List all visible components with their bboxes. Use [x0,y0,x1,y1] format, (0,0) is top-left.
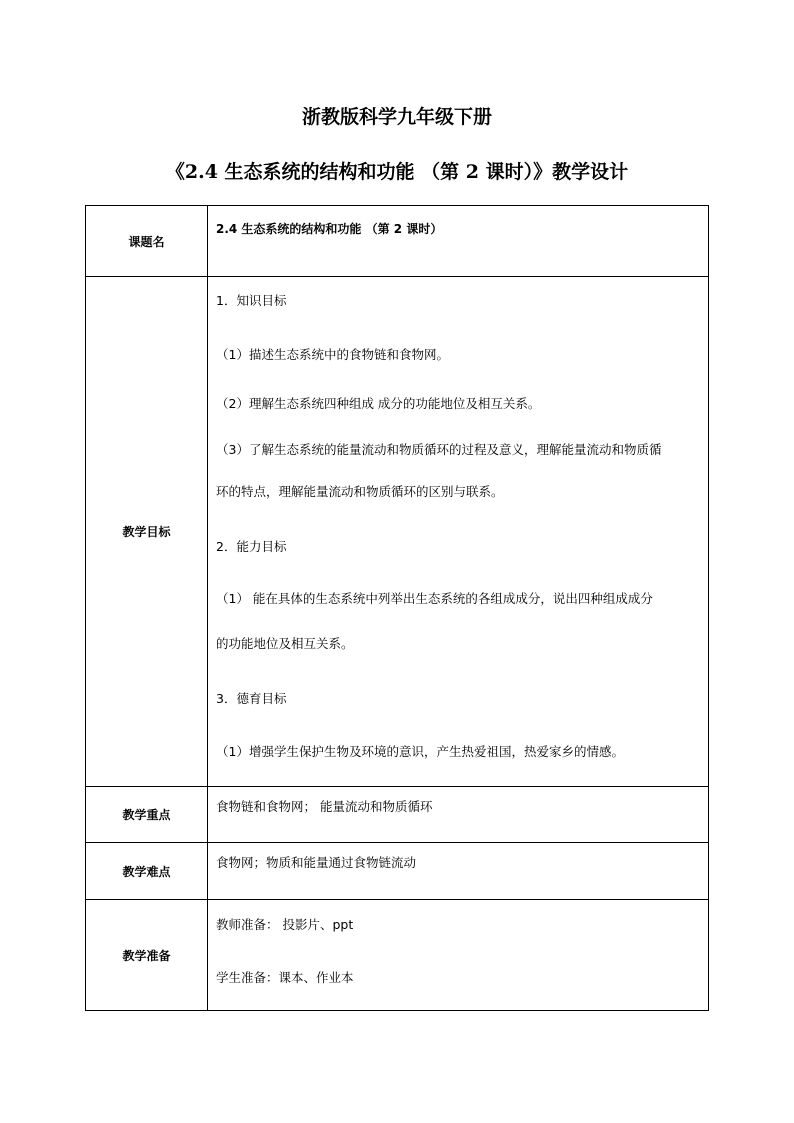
goal-line: （1） 能在具体的生态系统中列举出生态系统的各组成成分，说出四种组成成分 [216,591,653,606]
goal-line: （1）描述生态系统中的食物链和食物网。 [216,347,449,362]
topic-label: 课题名 [86,206,208,277]
key-points-value: 食物链和食物网； 能量流动和物质循环 [216,799,433,814]
key-points-content [208,787,709,843]
topic-value: 2.4 生态系统的结构和功能 （第 2 课时） [208,206,709,277]
goals-label: 教学目标 [86,277,208,787]
goal-line: 环的特点，理解能量流动和物质循环的区别与联系。 [216,484,504,499]
preparation-label: 教学准备 [86,900,208,1011]
student-preparation: 学生准备：课本、作业本 [216,970,354,985]
goal-line: 1．知识目标 [216,293,287,308]
lesson-plan-table [85,205,709,1011]
table-row-topic [86,206,709,277]
table-row-difficulties [86,843,709,900]
goal-line: 2．能力目标 [216,539,287,554]
goal-line: 3．德育目标 [216,691,287,706]
table-row-key-points [86,787,709,843]
goal-line: （1）增强学生保护生物及环境的意识，产生热爱祖国，热爱家乡的情感。 [216,744,624,759]
goal-line: 的功能地位及相互关系。 [216,636,354,651]
document-title: 浙教版科学九年级下册 [301,106,492,128]
table-row-goals [86,277,709,787]
preparation-content [208,900,709,1011]
key-points-label: 教学重点 [86,787,208,843]
goals-content [208,277,709,787]
goal-line: （3）了解生态系统的能量流动和物质循环的过程及意义，理解能量流动和物质循 [216,442,662,457]
teacher-preparation: 教师准备： 投影片、ppt [216,917,354,932]
goal-line: （2）理解生态系统四种组成 成分的功能地位及相互关系。 [216,396,541,411]
difficulties-value: 食物网；物质和能量通过食物链流动 [216,855,417,870]
difficulties-content [208,843,709,900]
table-row-preparation [86,900,709,1011]
difficulties-label: 教学难点 [86,843,208,900]
document-subtitle: 《2.4 生态系统的结构和功能 （第 2 课时）》教学设计 [165,161,629,183]
